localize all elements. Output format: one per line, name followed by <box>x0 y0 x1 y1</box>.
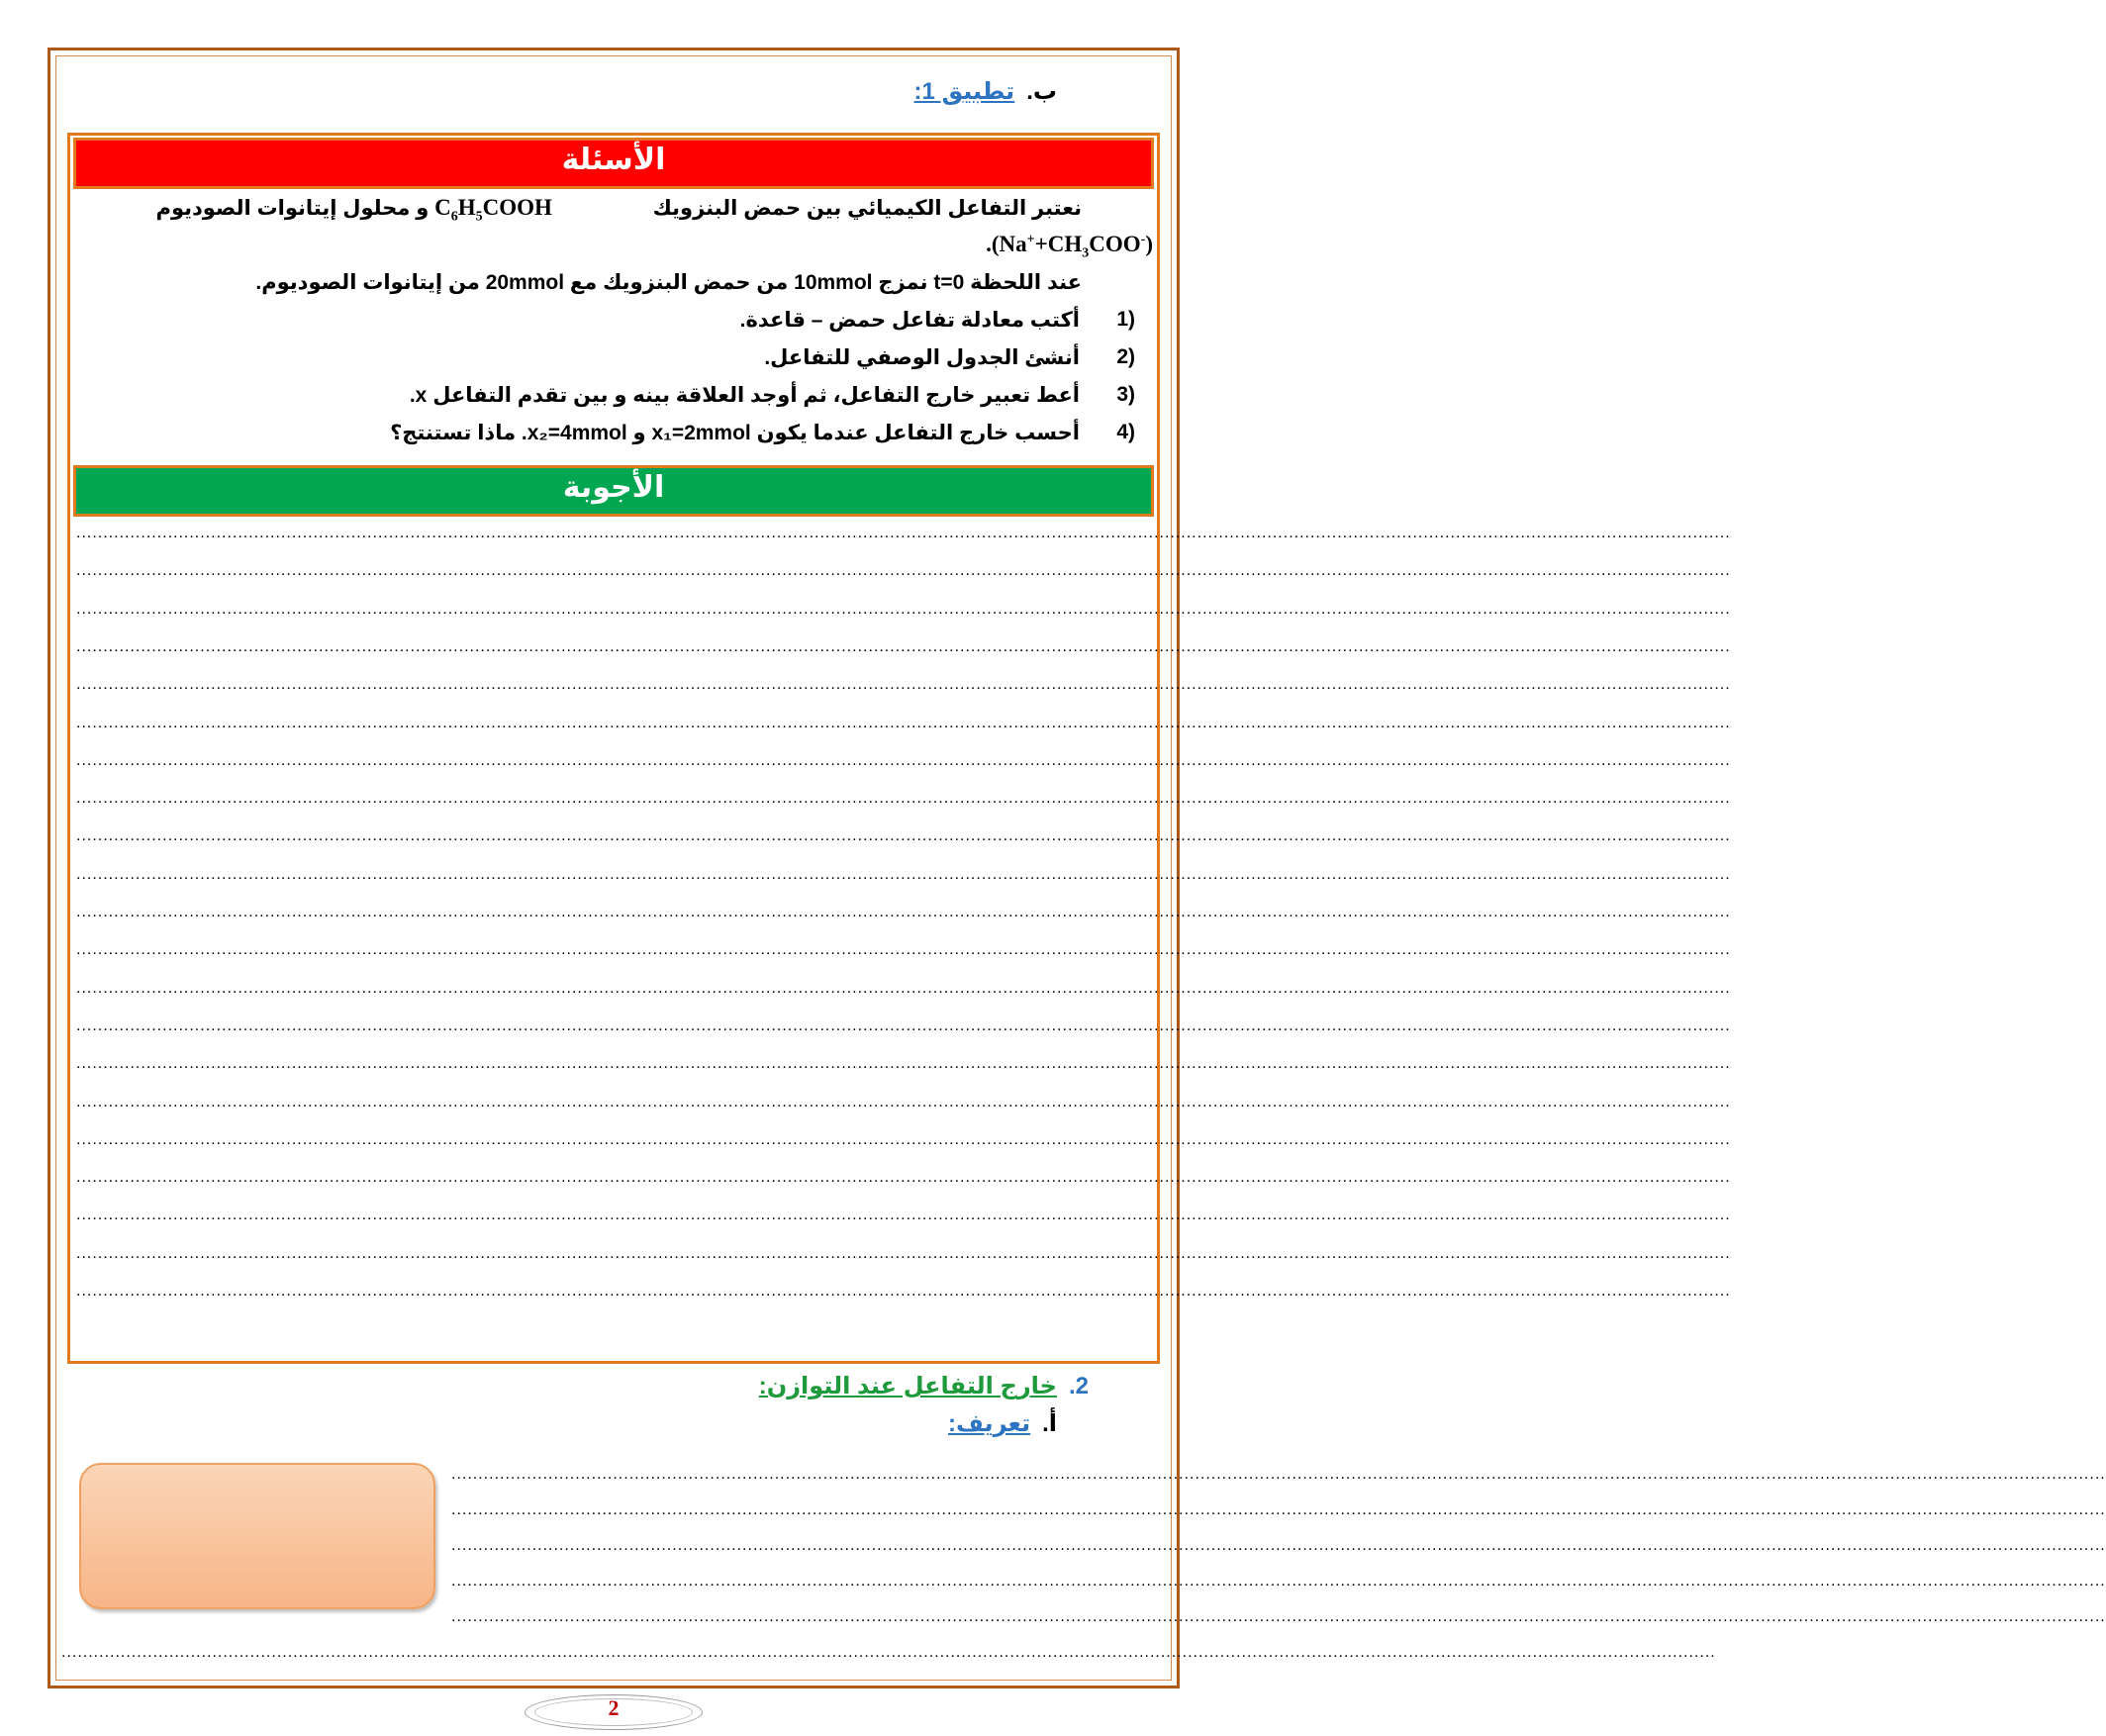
question-1-number: (1 <box>1116 308 1135 331</box>
answer-line[interactable]: ................................................................................................................................................................................................................................................................................................................... <box>76 1093 1731 1110</box>
section-a-heading <box>948 1409 1057 1438</box>
question-4-number: (4 <box>1116 421 1135 443</box>
answer-line[interactable]: ................................................................................................................................................................................................................................................................................................................... <box>76 1244 1731 1262</box>
section-a-title: تعريف: <box>948 1410 1031 1437</box>
question-2-text: أنشئ الجدول الوصفي للتفاعل. <box>764 346 1080 369</box>
questions-band: الأسئلة <box>73 138 1154 189</box>
section-b-heading <box>914 77 1057 106</box>
answer-line[interactable]: ................................................................................................................................................................................................................................................................................................................... <box>76 676 1731 694</box>
answer-line[interactable]: ................................................................................................................................................................................................................................................................................................................... <box>76 904 1731 920</box>
question-2-number: (2 <box>1116 345 1135 368</box>
question-3-text: أعط تعبير خارج التفاعل، ثم أوجد العلاقة بينه و بين تقدم التفاعل x. <box>409 384 1080 407</box>
answer-line[interactable]: ................................................................................................................................................................................................................................................................................................................... <box>76 751 1731 769</box>
section-2-heading <box>759 1372 1089 1400</box>
question-3 <box>409 383 1135 408</box>
answer-line[interactable]: ................................................................................................................................................................................................................................................................................................................... <box>76 827 1731 845</box>
question-1 <box>739 308 1135 333</box>
answer-line[interactable]: ................................................................................................................................................................................................................................................................................................................... <box>76 1169 1731 1187</box>
question-1-text: أكتب معادلة تفاعل حمض – قاعدة. <box>739 309 1080 332</box>
intro-line-1 <box>156 195 1082 226</box>
answer-line[interactable]: ................................................................................................................................................................................................................................................................................................................... <box>76 1016 1731 1034</box>
question-3-number: (3 <box>1116 383 1135 406</box>
question-2 <box>764 345 1135 370</box>
formula-benzoic-acid: $C_6H_5COOH$ <box>434 195 552 225</box>
intro-line-1-a: نعتبر التفاعل الكيميائي بين حمض البنزويك <box>652 197 1082 220</box>
answer-line[interactable]: ................................................................................................................................................................................................................................................................................................................... <box>76 1055 1731 1073</box>
definition-box <box>79 1463 435 1609</box>
definition-line[interactable]: ................................................................................................................................................................................................................................................................................................................... <box>451 1537 2106 1554</box>
answer-line[interactable]: ................................................................................................................................................................................................................................................................................................................... <box>76 1206 1731 1224</box>
answers-band: الأجوبة <box>73 465 1154 517</box>
answer-line[interactable]: ................................................................................................................................................................................................................................................................................................................... <box>76 525 1731 541</box>
answer-line[interactable]: ................................................................................................................................................................................................................................................................................................................... <box>76 1283 1731 1300</box>
answer-line[interactable]: ................................................................................................................................................................................................................................................................................................................... <box>76 562 1731 580</box>
answer-line[interactable]: ................................................................................................................................................................................................................................................................................................................... <box>76 865 1731 883</box>
intro-line-2: $.(Na^++CH_3COO^-)$ <box>986 232 1153 261</box>
page-number: 2 <box>608 1695 620 1720</box>
answer-line[interactable]: ................................................................................................................................................................................................................................................................................................................... <box>76 1130 1731 1148</box>
definition-line[interactable]: ................................................................................................................................................................................................................................................................................................................... <box>451 1573 2106 1590</box>
section-b-number: ب. <box>1026 78 1057 105</box>
section-2-number: 2. <box>1068 1373 1089 1399</box>
answer-line[interactable]: ................................................................................................................................................................................................................................................................................................................... <box>76 714 1731 731</box>
question-4-text: أحسب خارج التفاعل عندما يكون x₁=2mmol و x₂=4mmol. ماذا تستنتج؟ <box>390 422 1080 444</box>
questions-answers-box <box>67 133 1731 1364</box>
answer-line[interactable]: ................................................................................................................................................................................................................................................................................................................... <box>76 790 1731 808</box>
question-4 <box>390 421 1135 445</box>
intro-line-3: عند اللحظة t=0 نمزج 10mmol من حمض البنزويك مع 20mmol من إيتانوات الصوديوم. <box>255 271 1082 294</box>
definition-line[interactable]: ................................................................................................................................................................................................................................................................................................................... <box>451 1608 2106 1625</box>
answer-line[interactable]: ................................................................................................................................................................................................................................................................................................................... <box>76 637 1731 655</box>
definition-line[interactable]: ................................................................................................................................................................................................................................................................................................................... <box>61 1644 1716 1661</box>
section-2-title: خارج التفاعل عند التوازن: <box>758 1373 1057 1399</box>
answer-line[interactable]: ................................................................................................................................................................................................................................................................................................................... <box>76 979 1731 997</box>
definition-line[interactable]: ................................................................................................................................................................................................................................................................................................................... <box>451 1466 2106 1483</box>
definition-line[interactable]: ................................................................................................................................................................................................................................................................................................................... <box>451 1501 2106 1518</box>
section-a-number: أ. <box>1042 1410 1057 1437</box>
answer-line[interactable]: ................................................................................................................................................................................................................................................................................................................... <box>76 600 1731 618</box>
intro-line-1-b: و محلول إيتانوات الصوديوم <box>155 197 430 220</box>
answer-line[interactable]: ................................................................................................................................................................................................................................................................................................................... <box>76 941 1731 959</box>
section-b-title: تطبيق 1: <box>913 78 1015 105</box>
